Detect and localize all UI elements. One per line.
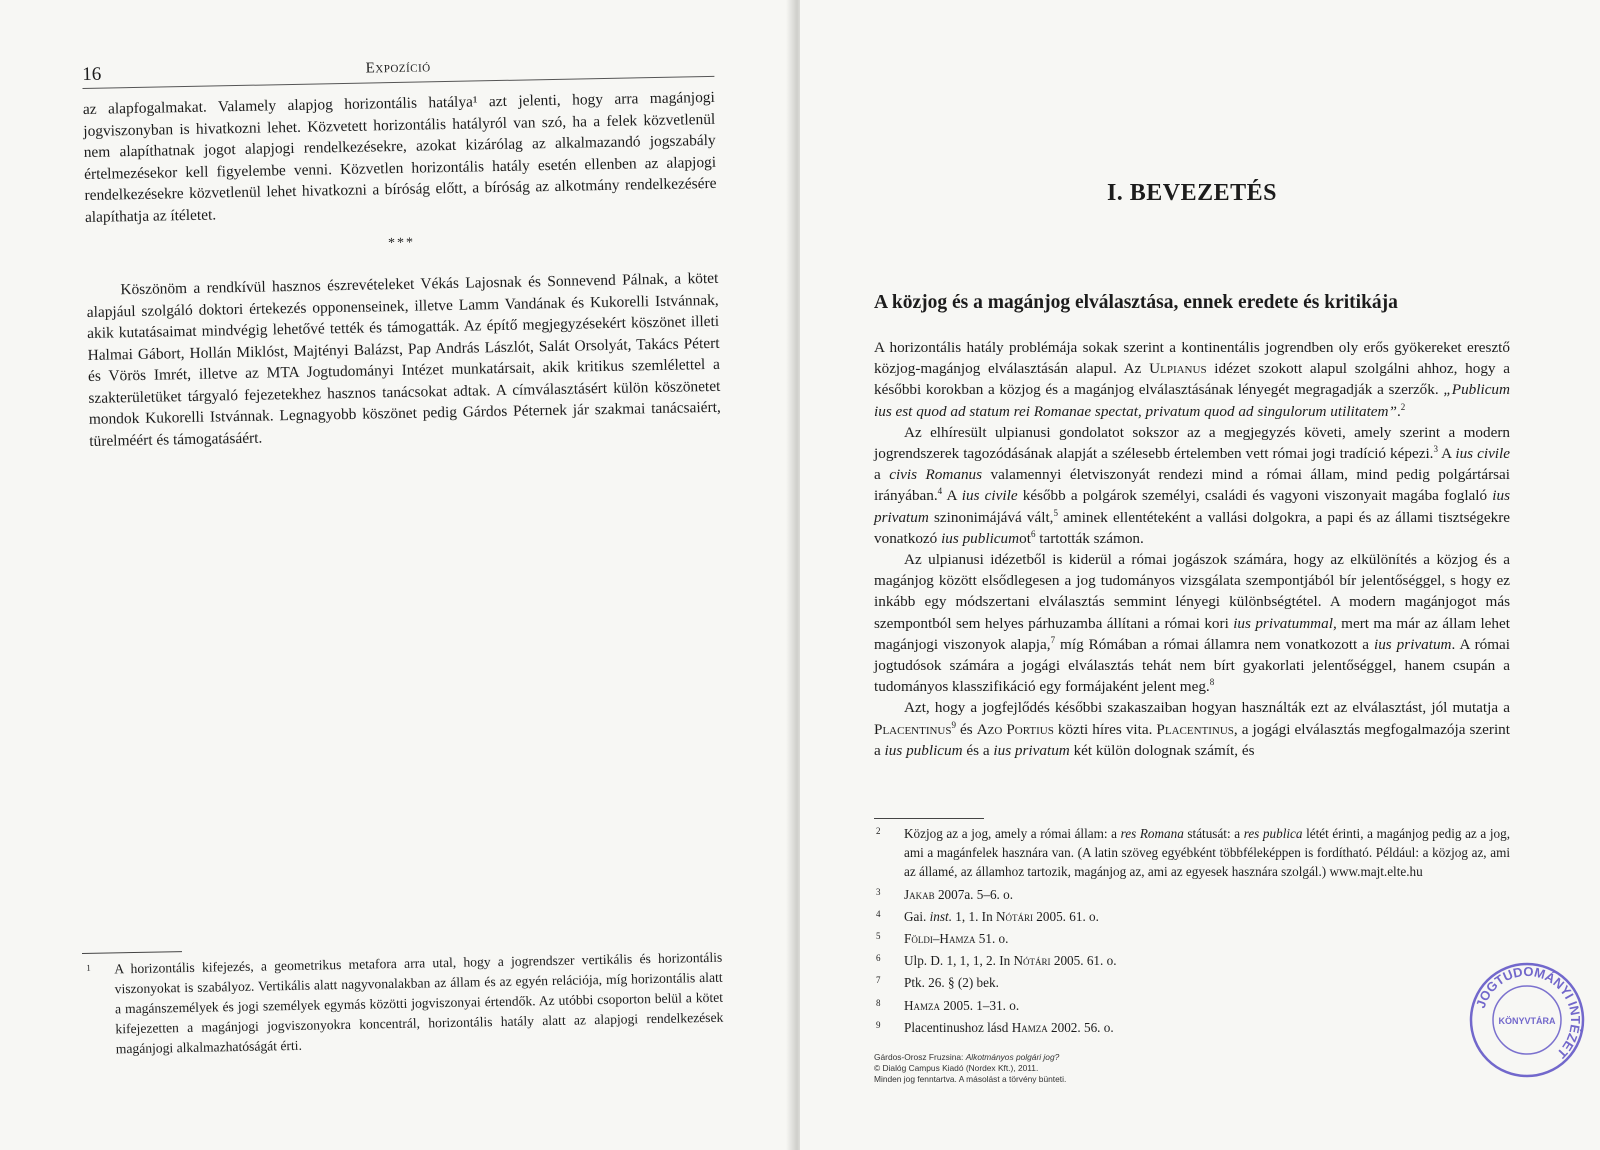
running-head (82, 50, 714, 89)
paragraph-4: Azt, hogy a jogfejlődés későbbi szakaszaiban hogyan használták ezt az elválasztást, jól mutatja a Placentinus$^9$ és Azo Portius közti híres vita. Placentinus, a jogági elválasztás megfogalmazója szerint a ius publicum és a ius privatum két külön dolognak számít, és (874, 699, 1510, 759)
left-page-content (82, 50, 721, 452)
running-title: Expozíció (365, 59, 431, 77)
imprint-rights: Minden jog fenntartva. A másolást a törvény bünteti. (874, 1074, 1067, 1084)
imprint-title-line: Gárdos-Orosz Fruzsina: Alkotmányos polgári jog? (874, 1052, 1060, 1062)
intro-paragraph: az alapfogalmakat. Valamely alapjog horizontális hatálya¹ azt jelenti, hogy arra magánjogi jogviszonyban is hivatkozni lehet. Közvetett horizontális hatályról van szó, ha a felek közvetlenül nem alapíthatnak jogot alapjogi rendelkezésekre, azokat kizárólag az alkalmazandó jogszabály értelmezésekor kell figyelembe venni. Közvetlen horizontális hatály esetén ellenben az alapjogi rendelkezésekre közvetlenül lehet hivatkozni a bíróság előtt, a bíróság az alkotmány rendelkezésére alapíthatja az ítéletet. (82, 88, 717, 226)
footnote-ref: 5 (1053, 507, 1058, 518)
footnote-1 (82, 948, 724, 1060)
left-page (0, 0, 792, 1150)
right-page (800, 0, 1600, 1150)
footnote-7: 7 Ptk. 26. § (2) bek. (876, 975, 999, 991)
footnote-ref: 8 (1209, 677, 1215, 688)
page-number: 16 (82, 63, 102, 85)
imprint-copyright: © Dialóg Campus Kiadó (Nordex Kft.), 2011. (874, 1063, 1039, 1073)
footnote-ref: 4 (937, 486, 943, 497)
paragraph-2: Az elhíresült ulpianusi gondolatot sokszor az a megjegyzés követi, amely szerint a modern jogrendszerek tagozódásának alapját a szélesebb értelemben vett római jogi tradíció képezi.$^3$ A ius civile a civis Romanus valamennyi életviszonyát rendezi mind a római állam, mind pedig polgártársai irányában.$^4$ A ius civile később a polgárok személyi, családi és vagyoni viszonyait magába foglaló ius privatum szinonimájává vált,$^5$ aminek ellentéteként a vallási dolgokra, a papi és az állami tisztségekre vonatkozó ius publicumot$^6$ tartották számon. (874, 423, 1510, 547)
footnote-8: 8 Hamza 2005. 1–31. o. (876, 997, 1020, 1013)
footnote-ref: 7 (1050, 634, 1056, 645)
paragraph-1: A horizontális hatály problémája sokak szerint a kontinentális jogrendben oly erős gyökereket eresztő közjog-magánjog elválasztásán alapul. Az Ulpianus idézet szokott alapul szolgálni ahhoz, hogy a későbbi korokban a közjog és a magánjog elválasztásának lényegét megragadják a szerzők. „Publicum ius est quod ad statum rei Romanae spectat, privatum quod ad singulorum utilitatem”.$^2$ (874, 339, 1510, 420)
footnote-9: 9 Placentinushoz lásd Hamza 2002. 56. o. (876, 1019, 1114, 1035)
imprint (874, 1052, 1066, 1085)
chapter-title: I. BEVEZETÉS (1106, 180, 1278, 206)
section-separator: *** (387, 235, 416, 252)
right-footnotes (874, 818, 1510, 1040)
footnote-rule (874, 818, 984, 819)
footnote-text: A horizontális kifejezés, a geometrikus metafora arra utal, hogy a jogrendszer vertikális és horizontális viszonyokat is szabályoz. Vertikális alatt nagyvonalakban az állam és az egyén relációja, míg horizontális alatt a magánszemélyek és jogi személyek egymás közötti jogviszonyai értendők. Az utóbbi csoporton belül a kötet kifejezetten a magánjogi jogviszonyokra koncentrál, horizontális hatály alatt az alapjogi rendelkezések magánjogi alkalmazhatóságát érti. (114, 949, 724, 1057)
footnote-3: 3 Jakab 2007a. 5–6. o. (876, 886, 1014, 902)
footnote-ref: 3 (1433, 443, 1438, 454)
footnote-mark: 1 (86, 962, 91, 973)
footnote-5: 5 Földi–Hamza 51. o. (876, 931, 1009, 947)
library-stamp-icon (1467, 960, 1587, 1080)
section-title: A közjog és a magánjog elválasztása, ennek eredete és kritikája (874, 292, 1398, 313)
chapter-body (874, 337, 1510, 761)
footnote-6: 6 Ulp. D. 1, 1, 1, 2. In Nótári 2005. 61. o. (876, 953, 1117, 969)
stamp-inner-text: KÖNYVTÁRA (1498, 1016, 1556, 1026)
acknowledgement-paragraph: Köszönöm a rendkívül hasznos észrevételeket Vékás Lajosnak és Sonnevend Pálnak, a kötet alapjául szolgáló doktori értekezés opponenseinek, illetve Lamm Vandának és Kukorelli Istvánnak, akik kutatásaimat mindvégig lehetővé tették és támogatták. Az építő megjegyzésekért köszönet illeti Halmai Gábort, Hollán Miklóst, Majtényi Balázst, Pap András Lászlót, Salát Orsolyát, Takács Pétert és Vörös Imrét, illetve az MTA Jogtudományi Intézet munkatársait, akik kritikus szemlélettel a szakterületüket tárgyaló fejezetekhez hasznos tanácsokat adtak. A címválasztásért külön köszönetet mondok Kukorelli Istvánnak. Legnagyobb köszönet pedig Gárdos Péternek jár szakmai tanácsaiért, türelméért és támogatásáért. (86, 269, 721, 450)
stamp-outer-text: JOGTUDOMÁNYI INTÉZET (1472, 963, 1584, 1062)
footnote-ref: 9 (951, 719, 956, 730)
footnote-ref: 2 (1400, 401, 1406, 412)
paragraph-3: Az ulpianusi idézetből is kiderül a római jogászok számára, hogy az elkülönítés a közjog és a magánjog között elsődlegesen a jog tudományos vizsgálata szempontjából bír jelentőséggel, s hogy ez inkább egy módszertani elválasztás semmint lényegi különbségtétel. A modern magánjogot más szempontból sem helyes párhuzamba állítani a római kori ius privatummal, mert ma már az állam lehet magánjogi viszonyok alapja,$^7$ míg Rómában a római államra nem vonatkozott a ius privatum. A római jogtudósok számára a jogági elválasztás tehát nem bírt gyakorlati jelentőséggel, hanem csupán a tudományos klasszifikáció egy formájaként jelent meg.$^8$ (874, 551, 1510, 696)
footnote-ref: 6 (1030, 528, 1036, 539)
footnote-4: 4 Gai. inst. 1, 1. In Nótári 2005. 61. o. (876, 908, 1099, 924)
left-footnotes (82, 941, 724, 1060)
footnote-rule (82, 951, 182, 954)
footnote-2: 2 Közjog az a jog, amely a római állam: a res Romana státusát: a res publica létét érinti, a magánjog pedig az a jog, ami a magánfelek hasznára van. (A latin szöveg egyébként többféleképpen is fordítható. Például: a közjog az, ami az államé, az államhoz tartozik, magánjog az, ami az egyesek hasznára szolgál.) www.majt.elte.hu (876, 826, 1510, 880)
